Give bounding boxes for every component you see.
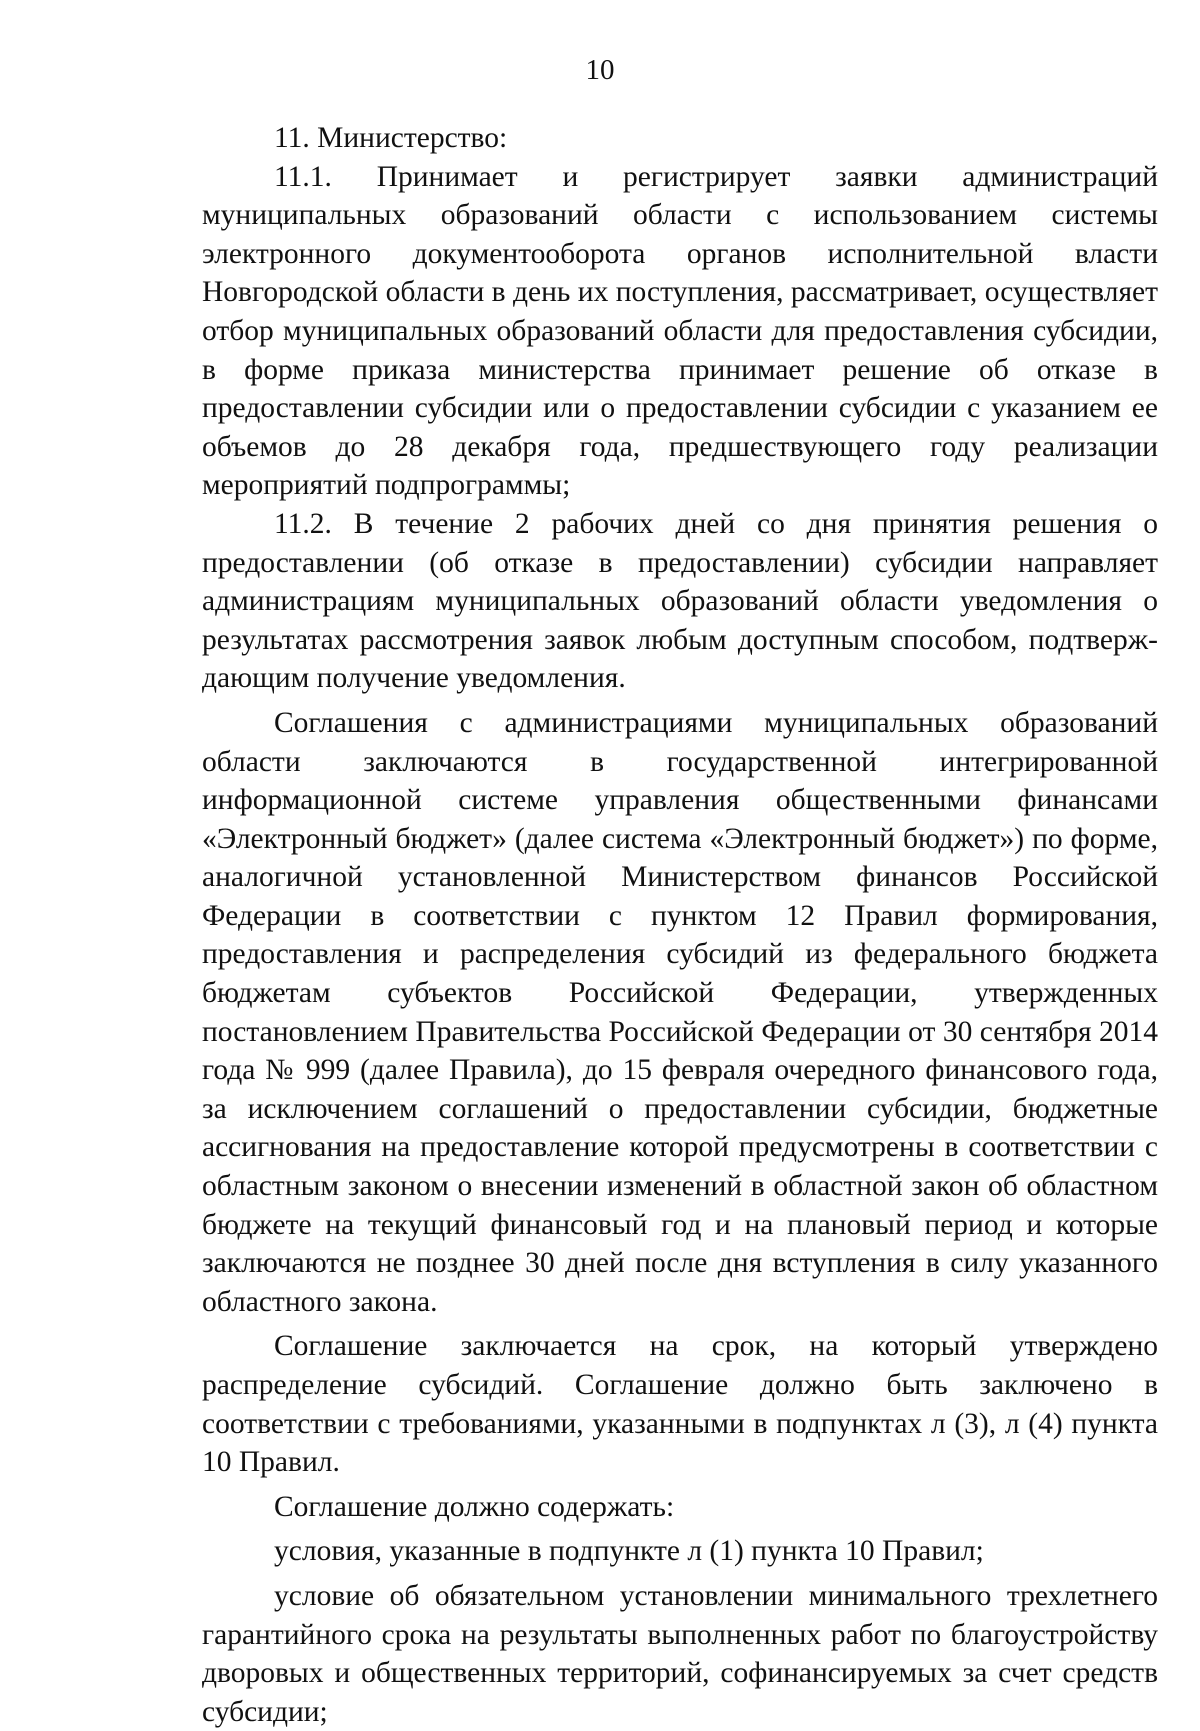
- document-body: [202, 119, 1158, 1731]
- paragraph-agreement-contents: Соглашение должно содержать:: [274, 1490, 675, 1523]
- paragraph-warranty-condition: условие об обязательном установлении минимального трехлетнего гарантийного срока на результаты выполненных работ по благоустройству дворовых и общественных территорий, софинансируемых за счет средств субсидии;: [202, 1579, 1158, 1728]
- paragraph-11-2: 11.2. В течение 2 рабочих дней со дня принятия решения о предоставлении (об отказе в предоставлении) субсидии направляет администрациям муниципальных образований области уведомления о результатах рассмотрения заявок любым доступным способом, подтверждающим получение уведомления.: [202, 507, 1158, 695]
- paragraph-conditions: условия, указанные в подпункте л (1) пункта 10 Правил;: [274, 1535, 984, 1568]
- page-number: 10: [585, 54, 615, 86]
- paragraph-11-1: 11.1. Принимает и регистрирует заявки администраций муниципальных образований области с использованием системы электронного документооборота органов исполнительной власти Новгородской области в день их поступления, рассматривает, осуществляет отбор муниципальных образований области для предоставления субсидии, в форме приказа министерства принимает решение об отказе в предоставлении субсидии или о предоставлении субсидии с указанием ее объемов до 28 декабря года, предшествующего году реализации мероприятий подпрограммы;: [202, 160, 1158, 502]
- paragraph-agreements: Соглашения с администрациями муниципальных образований области заключаются в государственной интегрированной информационной системе управления общественными финансами «Электронный бюджет» (далее система «Электронный бюджет») по форме, аналогичной установленной Министерством финансов Российской Федерации в соответствии с пунктом 12 Правил формирования, предоставления и распределения субсидий из федерального бюджета бюджетам субъектов Российской Федерации, утвержденных постановлением Правительства Российской Федерации от 30 сентября 2014 года № 999 (далее Правила), до 15 февраля очередного финансового года, за исключением соглашений о предоставлении субсидии, бюджетные ассигнования на предоставление которой предусмотрены в соответствии с областным законом о внесении изменений в областной закон об областном бюджете на текущий финансовый год и на плановый период и которые заключаются не позднее 30 дней после дня вступления в силу указанного областного закона.: [202, 706, 1158, 1318]
- paragraph-agreement-term: Соглашение заключается на срок, на который утверждено распределение субсидий. Соглашение должно быть заключено в соответствии с требованиями, указанными в подпунктах л (3), л (4) пункта 10 Правил.: [202, 1330, 1158, 1479]
- paragraph-ministry-heading: 11. Министерство:: [274, 122, 508, 154]
